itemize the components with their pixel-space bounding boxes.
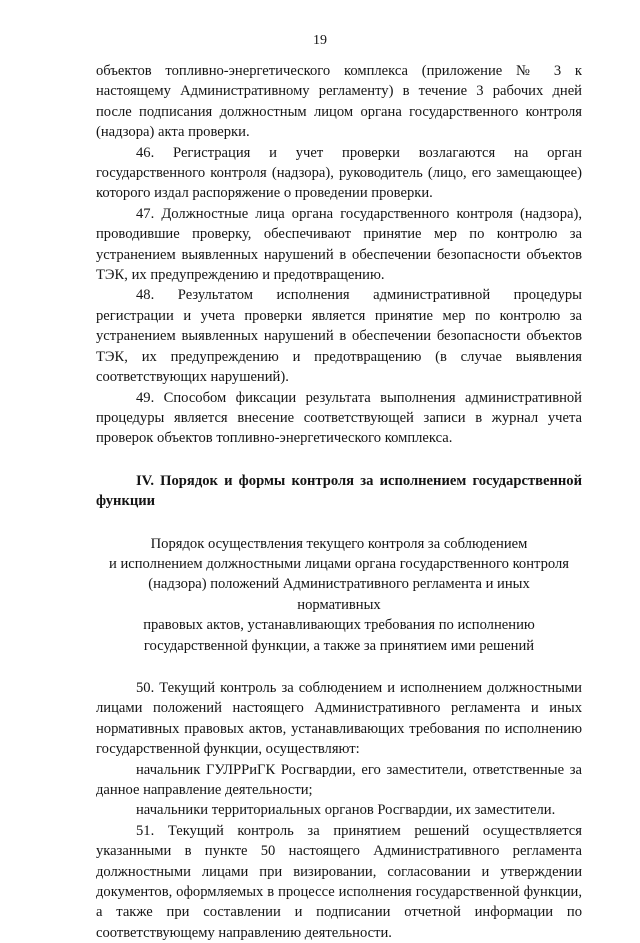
subsection-line: правовых актов, устанавливающих требования по исполнению: [143, 617, 535, 634]
paragraph-50-item-2: начальники территориальных органов Росгвардии, их заместители.: [136, 802, 556, 819]
paragraph-49: 49. Способом фиксации результата выполнения административной процедуры является внесение соответствующей записи в журнал учета проверок объектов топливно-энергетического комплекса.: [96, 389, 582, 447]
subsection-heading: [96, 534, 582, 656]
page-number: 19: [313, 33, 327, 48]
subsection-line: Порядок осуществления текущего контроля за соблюдением: [150, 535, 528, 552]
paragraph-51: 51. Текущий контроль за принятием решений осуществляется указанными в пункте 50 настоящего Административного регламента должностными лицами при визировании, согласовании и утверждении документов, оформляемых в процессе исполнения государственной функции, а также при составлении и подписании отчетной информации по соответствующему направлению деятельности.: [96, 822, 582, 941]
document-body: [96, 61, 582, 943]
section-title: IV. Порядок и формы контроля за исполнением государственной функции: [96, 472, 582, 510]
subsection-line: и исполнением должностными лицами органа государственного контроля: [109, 555, 569, 572]
paragraph-47: 47. Должностные лица органа государственного контроля (надзора), проводившие проверку, обеспечивают принятие мер по контролю за устранением выявленных нарушений в обеспечении безопасности объектов ТЭК, их предупреждению и предотвращению.: [96, 205, 582, 284]
subsection-line: (надзора) положений Административного регламента и иных нормативных: [148, 576, 530, 613]
subsection-line: государственной функции, а также за принятием ими решений: [143, 637, 535, 654]
paragraph-50: 50. Текущий контроль за соблюдением и исполнением должностными лицами положений настоящего Административного регламента и иных нормативных правовых актов, устанавливающих требования по исполнению государственной функции, осуществляют:: [96, 679, 582, 758]
continued-paragraph: объектов топливно-энергетического комплекса (приложение № 3 к настоящему Административному регламенту) в течение 3 рабочих дней после подписания должностным лицом органа государственного контроля (надзора) акта проверки.: [96, 63, 582, 141]
paragraph-46: 46. Регистрация и учет проверки возлагаются на орган государственного контроля (надзора), руководитель (лицо, его замещающее) которого издал распоряжение о проведении проверки.: [96, 144, 582, 202]
paragraph-50-item-1: начальник ГУЛРРиГК Росгвардии, его заместители, ответственные за данное направление деятельности;: [96, 761, 582, 798]
paragraph-48: 48. Результатом исполнения административной процедуры регистрации и учета проверки является принятие мер по контролю за устранением выявленных нарушений в обеспечении безопасности объектов ТЭК, их предупреждению и предотвращению (в случае выявления соответствующих нарушений).: [96, 287, 582, 386]
